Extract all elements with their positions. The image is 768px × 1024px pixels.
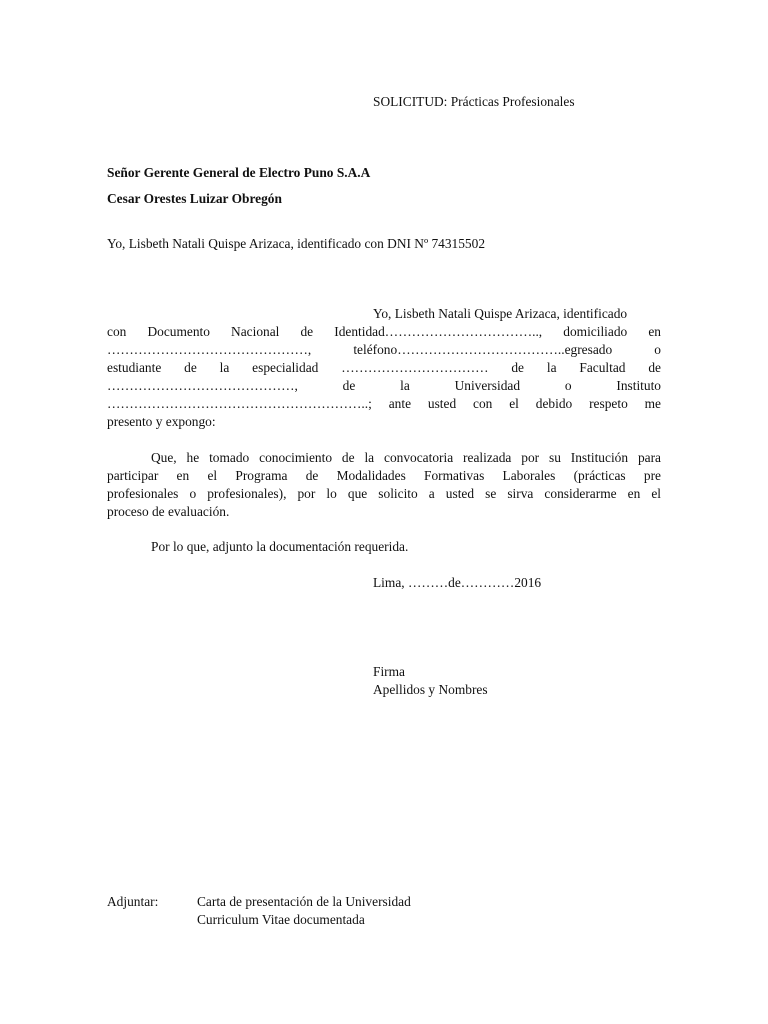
attachment-item: Curriculum Vitae documentada [197,912,365,927]
document-subject: SOLICITUD: Prácticas Profesionales [373,94,575,109]
paragraph-row: profesionales o profesionales), por lo que solicito a usted se sirva considerarme en el [107,486,661,501]
paragraph-row: …………………………………………………..; ante usted con el debido respeto me [107,396,661,411]
paragraph-row: presento y expongo: [107,414,216,429]
paragraph-row: proceso de evaluación. [107,504,230,519]
paragraph-row: ……………………………………, de la Universidad o Instituto [107,378,661,393]
paragraph-row: participar en el Programa de Modalidades Formativas Laborales (prácticas pre [107,468,661,483]
paragraph-identification [107,305,661,431]
recipient-title: Señor Gerente General de Electro Puno S.A.A [107,165,371,180]
paragraph-row: Yo, Lisbeth Natali Quispe Arizaca, identificado [373,306,628,321]
closing-line: Por lo que, adjunto la documentación requerida. [151,539,409,554]
recipient-name: Cesar Orestes Luizar Obregón [107,191,282,206]
date-line: Lima, ………de…………2016 [373,575,542,590]
paragraph-row: con Documento Nacional de Identidad…………………………….., domiciliado en [107,324,661,339]
intro-line: Yo, Lisbeth Natali Quispe Arizaca, identificado con DNI Nº 74315502 [107,236,486,251]
paragraph-row: Que, he tomado conocimiento de la convocatoria realizada por su Institución para [151,450,661,465]
signature-label: Firma [373,664,405,679]
signature-name-label: Apellidos y Nombres [373,682,488,697]
paragraph-row: estudiante de la especialidad …………………………… de la Facultad de [107,360,661,375]
attachment-item: Carta de presentación de la Universidad [197,894,411,909]
attachments-label: Adjuntar: [107,894,159,909]
paragraph-request [107,449,661,521]
paragraph-row: ………………………………………, teléfono………………………………..egresado o [107,342,661,357]
